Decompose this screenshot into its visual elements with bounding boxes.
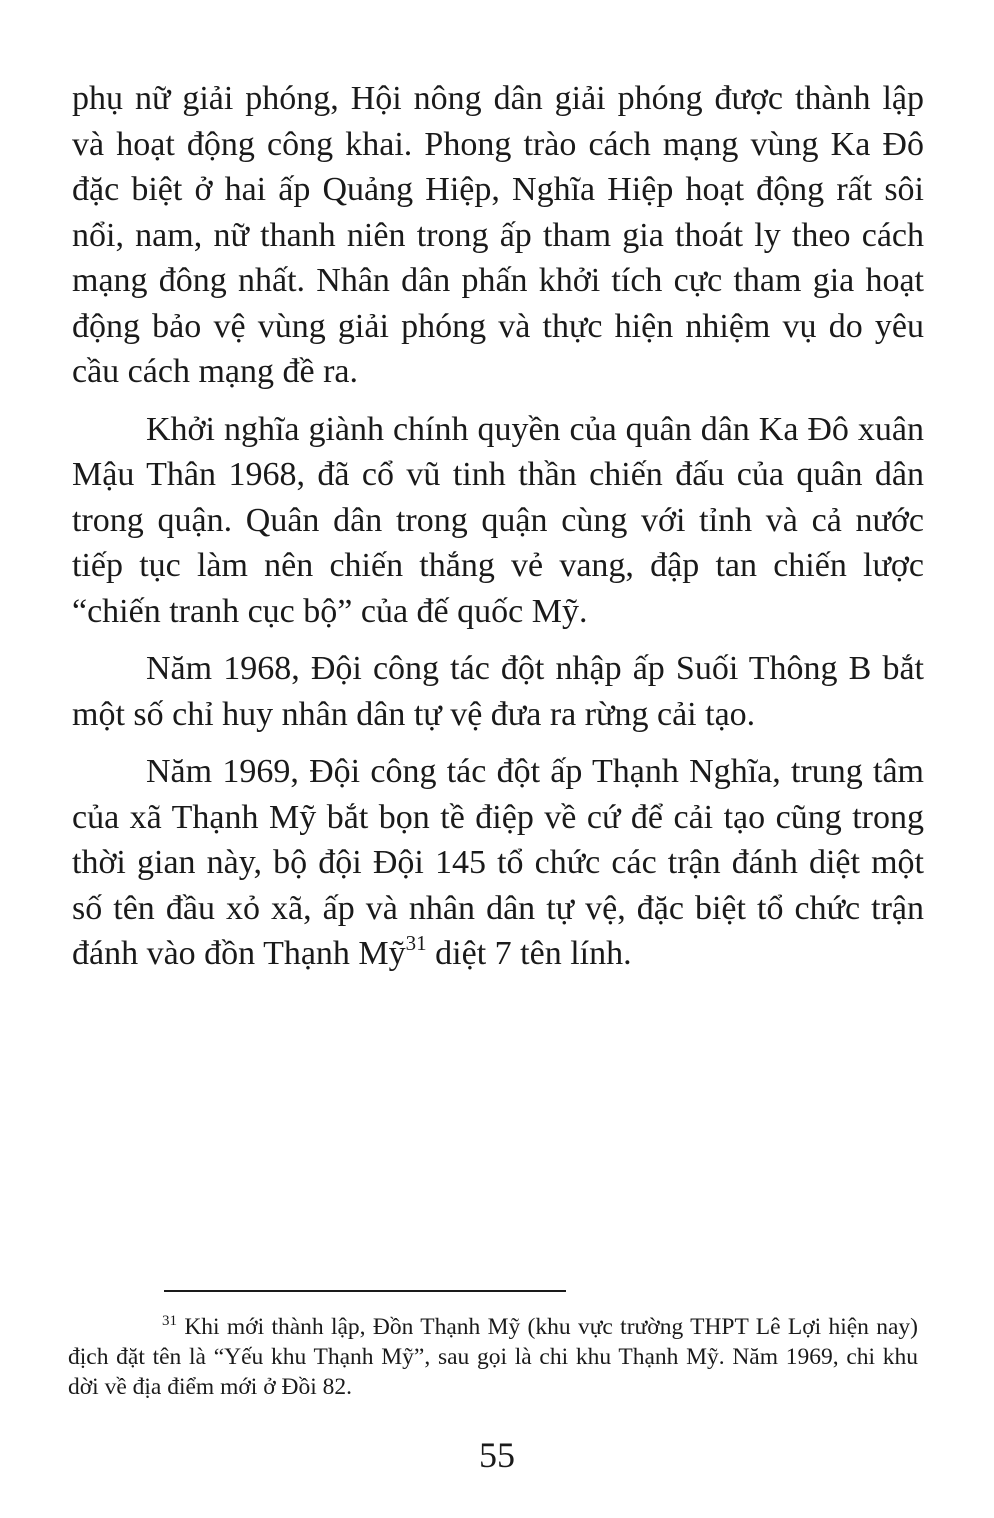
paragraph-3: Năm 1968, Đội công tác đột nhập ấp Suối Thông B bắt một số chỉ huy nhân dân tự vệ đưa ra rừng cải tạo. [72,650,924,733]
footnote-separator [164,1290,566,1292]
page-number: 55 [479,1435,515,1475]
paragraph-4-text-end: diệt 7 tên lính. [426,935,632,972]
paragraph-1: phụ nữ giải phóng, Hội nông dân giải phóng được thành lập và hoạt động công khai. Phong trào cách mạng vùng Ka Đô đặc biệt ở hai ấp Quảng Hiệp, Nghĩa Hiệp hoạt động rất sôi nổi, nam, nữ thanh niên trong ấp tham gia thoát ly theo cách mạng đông nhất. Nhân dân phấn khởi tích cực tham gia hoạt động bảo vệ vùng giải phóng và thực hiện nhiệm vụ do yêu cầu cách mạng đề ra. [72,80,924,390]
footnote-marker: 31 [162,1313,177,1329]
paragraph-2: Khởi nghĩa giành chính quyền của quân dân Ka Đô xuân Mậu Thân 1968, đã cổ vũ tinh thần chiến đấu của quân dân trong quận. Quân dân trong quận cùng với tỉnh và cả nước tiếp tục làm nên chiến thắng vẻ vang, đập tan chiến lược “chiến tranh cục bộ” của đế quốc Mỹ. [72,410,924,630]
paragraph-4-text: Năm 1969, Đội công tác đột ấp Thạnh Nghĩa, trung tâm của xã Thạnh Mỹ bắt bọn tề điệp về cứ để cải tạo cũng trong thời gian này, bộ đội Đội 145 tổ chức các trận đánh diệt một số tên đầu xỏ xã, ấp và nhân dân tự vệ, đặc biệt tổ chức trận đánh vào đồn Thạnh Mỹ [72,753,924,972]
footnote-reference: 31 [405,931,427,955]
footnote [68,1312,918,1402]
body-text [72,76,924,989]
paragraph-4 [72,749,924,977]
footnote-text: Khi mới thành lập, Đồn Thạnh Mỹ (khu vực trường THPT Lê Lợi hiện nay) địch đặt tên là “Yếu khu Thạnh Mỹ”, sau gọi là chi khu Thạnh Mỹ. Năm 1969, chi khu dời về địa điểm mới ở Đồi 82. [68,1314,918,1400]
